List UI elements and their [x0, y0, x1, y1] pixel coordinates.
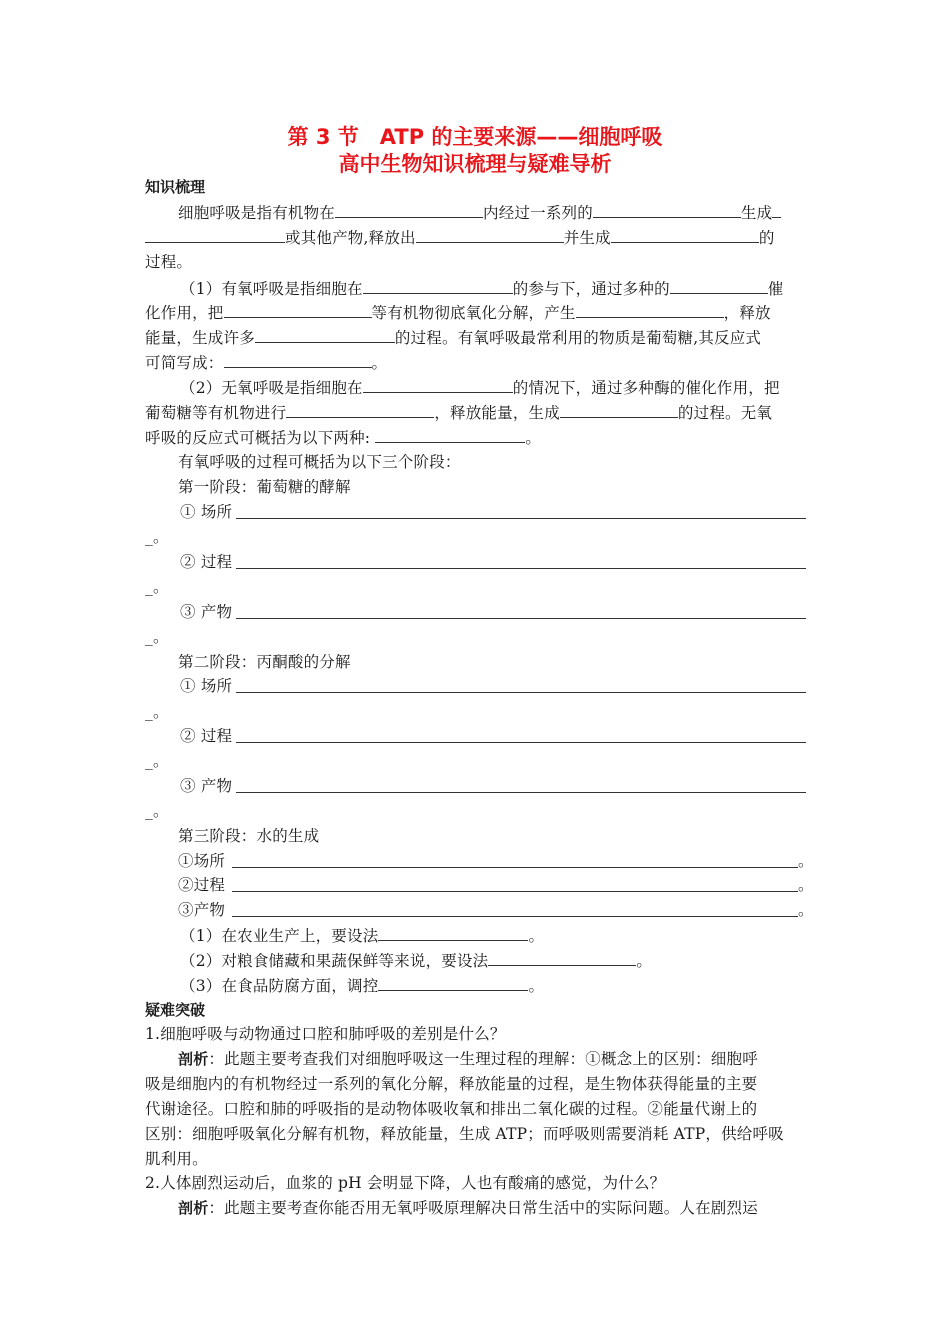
stage2-title: 第二阶段：丙酮酸的分解 [178, 653, 351, 671]
section-heading-difficulties: 疑难突破 [145, 1001, 206, 1019]
text: 的参与下，通过多种的 [512, 280, 670, 298]
p3-line3 [145, 425, 807, 450]
text: （2）对粮食储藏和果蔬保鲜等来说，要设法 [180, 952, 489, 970]
tail: _。 [145, 628, 169, 646]
text: 的情况下，通过多种酶的催化作用，把 [512, 379, 780, 397]
stage3-product-blank[interactable] [232, 916, 798, 917]
stage2-product-blank[interactable] [236, 792, 806, 793]
blank[interactable] [611, 225, 759, 243]
text: 生成 [740, 204, 773, 222]
text: 的 [758, 229, 775, 247]
text: 的过程。有氧呼吸最常利用的物质是葡萄糖,其反应式 [394, 329, 762, 347]
tail: _。 [145, 578, 169, 596]
text: 。 [371, 354, 388, 372]
p1-line1 [178, 200, 807, 225]
text: 或其他产物,释放出 [285, 229, 416, 247]
app-2 [180, 948, 807, 973]
blank[interactable] [560, 400, 678, 418]
blank[interactable] [224, 350, 372, 368]
period: 。 [798, 901, 814, 919]
text: 内经过一系列的 [483, 204, 593, 222]
stage2-process-blank[interactable] [236, 742, 806, 743]
q1-answer-line4: 区别：细胞呼吸氧化分解有机物，释放能量，生成 ATP；而呼吸则需要消耗 ATP，供给呼吸 [145, 1125, 784, 1143]
p2-line1 [180, 276, 807, 301]
stages-intro: 有氧呼吸的过程可概括为以下三个阶段： [178, 453, 461, 471]
analysis-label: 剖析 [178, 1050, 209, 1068]
blank[interactable] [255, 325, 395, 343]
text: 。 [525, 429, 542, 447]
blank[interactable] [593, 200, 741, 218]
q1-answer-line5: 肌利用。 [145, 1150, 208, 1168]
text: 可简写成： [145, 354, 224, 372]
text: （2）无氧呼吸是指细胞在 [180, 379, 363, 397]
p3-line2 [145, 400, 807, 425]
blank[interactable] [488, 948, 636, 966]
text: 葡萄糖等有机物进行 [145, 404, 287, 422]
tail: _。 [145, 528, 169, 546]
blank[interactable] [145, 225, 285, 243]
text: 呼吸的反应式可概括为以下两种: [145, 429, 371, 447]
tail: _。 [145, 802, 169, 820]
p2-line3 [145, 325, 807, 350]
stage2-place-blank[interactable] [236, 692, 806, 693]
period: 。 [798, 876, 814, 894]
text: 。 [636, 952, 653, 970]
q1-answer-line2: 吸是细胞内的有机物经过一系列的氧化分解，释放能量的过程，是生物体获得能量的主要 [145, 1075, 758, 1093]
text: （1）有氧呼吸是指细胞在 [180, 280, 363, 298]
stage2-process: ② 过程 [180, 727, 233, 745]
stage3-process-blank[interactable] [232, 891, 798, 892]
blank[interactable] [576, 300, 724, 318]
question-2: 2.人体剧烈运动后，血浆的 pH 会明显下降，人也有酸痛的感觉，为什么？ [145, 1174, 666, 1192]
text: ：此题主要考查我们对细胞呼吸这一生理过程的理解：①概念上的区别：细胞呼 [208, 1050, 758, 1068]
stage1-title: 第一阶段：葡萄糖的酵解 [178, 478, 351, 496]
blank[interactable] [378, 923, 528, 941]
blank[interactable] [224, 300, 372, 318]
blank[interactable] [363, 276, 513, 294]
text: 。 [528, 977, 545, 995]
text: ，释放能量，生成 [434, 404, 560, 422]
stage3-process: ②过程 [178, 876, 226, 894]
text: 等有机物彻底氧化分解，产生 [371, 304, 576, 322]
text: （3）在食品防腐方面，调控 [180, 977, 379, 995]
stage3-product: ③产物 [178, 901, 226, 919]
stage1-place: ① 场所 [180, 503, 233, 521]
period: 。 [798, 852, 814, 870]
title-line-2: 高中生物知识梳理与疑难导析 [338, 152, 612, 176]
text: ，释放 [723, 304, 771, 322]
blank[interactable] [286, 400, 434, 418]
p1-line3: 过程。 [145, 253, 193, 271]
tail: _。 [145, 703, 169, 721]
stage1-place-blank[interactable] [236, 518, 806, 519]
stage1-process-blank[interactable] [236, 568, 806, 569]
text: 化作用，把 [145, 304, 224, 322]
app-1 [180, 923, 807, 948]
p2-line4 [145, 350, 807, 375]
blank[interactable] [670, 276, 768, 294]
q1-answer-line1 [178, 1047, 807, 1071]
stage1-process: ② 过程 [180, 553, 233, 571]
text: 细胞呼吸是指有机物在 [178, 204, 336, 222]
question-1: 1.细胞呼吸与动物通过口腔和肺呼吸的差别是什么？ [145, 1025, 506, 1043]
blank[interactable] [416, 225, 564, 243]
q1-answer-line3: 代谢途径。口腔和肺的呼吸指的是动物体吸收氧和排出二氧化碳的过程。②能量代谢上的 [145, 1100, 758, 1118]
p2-line2 [145, 300, 807, 325]
analysis-label: 剖析 [178, 1199, 209, 1217]
stage1-product: ③ 产物 [180, 603, 233, 621]
p1-line2 [145, 225, 807, 250]
text: 并生成 [563, 229, 611, 247]
q2-answer-line1 [178, 1196, 807, 1220]
blank[interactable] [375, 425, 525, 443]
section-heading-knowledge: 知识梳理 [145, 178, 206, 196]
blank[interactable] [772, 200, 781, 218]
stage2-place: ① 场所 [180, 677, 233, 695]
stage3-title: 第三阶段：水的生成 [178, 827, 320, 845]
text: 催 [767, 280, 784, 298]
text: 能量，生成许多 [145, 329, 255, 347]
p3-line1 [180, 375, 807, 400]
stage1-product-blank[interactable] [236, 618, 806, 619]
text: （1）在农业生产上，要设法 [180, 927, 379, 945]
blank[interactable] [335, 200, 483, 218]
stage3-place-blank[interactable] [232, 867, 798, 868]
app-3 [180, 973, 807, 998]
text: 的过程。无氧 [677, 404, 773, 422]
title-line-1: 第 3 节 ATP 的主要来源——细胞呼吸 [287, 125, 663, 149]
text: 。 [528, 927, 545, 945]
stage3-place: ①场所 [178, 852, 226, 870]
blank[interactable] [378, 973, 528, 991]
blank[interactable] [363, 375, 513, 393]
tail: _。 [145, 752, 169, 770]
stage2-product: ③ 产物 [180, 777, 233, 795]
text: ：此题主要考查你能否用无氧呼吸原理解决日常生活中的实际问题。人在剧烈运 [208, 1199, 758, 1217]
